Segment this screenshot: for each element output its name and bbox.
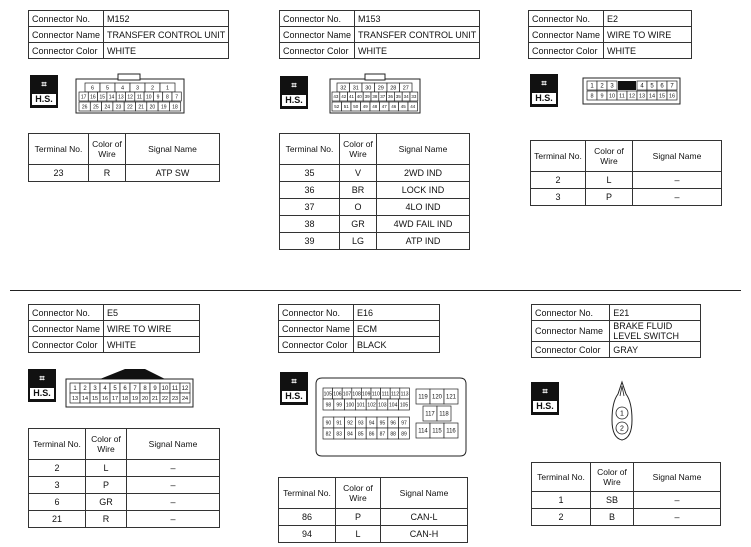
pin-number: 3 — [93, 386, 97, 393]
pin-number: 14 — [81, 395, 89, 402]
connector-color: WHITE — [104, 43, 229, 59]
table-row — [29, 511, 220, 528]
pin-number: 109 — [362, 391, 371, 398]
connector-m153 — [279, 10, 480, 59]
connector-name: TRANSFER CONTROL UNIT — [104, 27, 229, 43]
connector-color: WHITE — [104, 337, 200, 353]
pin-number: 14 — [648, 93, 656, 100]
pin-number: 43 — [333, 94, 339, 100]
pin-number: 1 — [165, 85, 170, 92]
pin-number: 92 — [347, 420, 353, 427]
signal-name: – — [634, 492, 721, 509]
pin-number: 7 — [133, 386, 137, 393]
connector-color: GRAY — [610, 342, 701, 358]
terminal-no: 2 — [531, 172, 586, 189]
harness-side-icon: ⌗ H.S. — [280, 372, 308, 405]
pin-number: 83 — [336, 431, 342, 438]
pin-number: 105 — [399, 402, 409, 409]
pin-number: 19 — [131, 395, 139, 402]
terminal-no: 21 — [29, 511, 86, 528]
terminal-no: 23 — [29, 165, 89, 182]
connector-name: TRANSFER CONTROL UNIT — [355, 27, 480, 43]
terminal-no: 6 — [29, 494, 86, 511]
pin-number: 17 — [80, 94, 87, 101]
table-row — [280, 165, 470, 182]
connector-e2 — [528, 10, 692, 59]
pin-number: 2 — [150, 85, 155, 92]
connector-diagram-m152 — [75, 73, 187, 115]
pin-number: 84 — [347, 431, 353, 438]
pin-number: 24 — [181, 395, 189, 402]
terminal-no: 3 — [29, 477, 86, 494]
label-connector-color: Connector Color — [532, 342, 610, 358]
pin-number: 98 — [325, 402, 332, 409]
wire-color: L — [86, 460, 127, 477]
header-signal-name: Signal Name — [126, 134, 220, 165]
pin-number: 30 — [365, 85, 372, 92]
pin-number: 52 — [334, 104, 340, 110]
connector-info-table — [531, 304, 701, 358]
pin-number: 8 — [143, 386, 147, 393]
label-connector-color: Connector Color — [280, 43, 355, 59]
pin-number: 46 — [391, 104, 397, 110]
pin-number: 25 — [93, 104, 99, 111]
pin-number: 82 — [325, 431, 332, 438]
pin-number: 34 — [403, 94, 409, 100]
section-divider — [10, 290, 741, 291]
pin-number: 38 — [372, 94, 378, 100]
pin-number: 2 — [620, 425, 624, 433]
pin-number: 39 — [364, 94, 370, 100]
connector-color: BLACK — [354, 337, 440, 353]
connector-info-table — [278, 304, 440, 353]
pin-number: 1 — [73, 386, 77, 393]
signal-name: ATP IND — [377, 233, 470, 250]
label-connector-name: Connector Name — [532, 321, 610, 342]
signal-name: – — [634, 509, 721, 526]
pin-number: 17 — [111, 395, 119, 402]
pin-number: 11 — [136, 94, 143, 101]
pin-number: 37 — [380, 94, 386, 100]
connector-diagram-e2 — [582, 77, 682, 105]
connector-no: M153 — [355, 11, 480, 27]
pin-number: 10 — [608, 93, 616, 100]
label-connector-no: Connector No. — [29, 305, 104, 321]
signal-name: – — [633, 172, 722, 189]
header-terminal-no: Terminal No. — [29, 429, 86, 460]
table-row — [29, 165, 220, 182]
connector-lock-tab — [100, 369, 165, 379]
pin-number: 103 — [378, 402, 387, 409]
pin-number: 87 — [379, 431, 386, 438]
pin-number: 5 — [650, 83, 654, 90]
pin-number: 7 — [175, 94, 179, 101]
pin-number: 13 — [638, 93, 646, 100]
wire-color: R — [86, 511, 127, 528]
label-connector-name: Connector Name — [280, 27, 355, 43]
table-row — [279, 509, 468, 526]
connector-lock-tab — [118, 74, 140, 80]
pin-number: 114 — [418, 428, 428, 435]
pin-number: 99 — [336, 402, 342, 409]
terminal-no: 36 — [280, 182, 340, 199]
header-wire-color: Color of Wire — [591, 463, 634, 492]
pin-number: 7 — [670, 83, 674, 90]
pin-number: 4 — [103, 386, 107, 393]
wire-color: GR — [340, 216, 377, 233]
pin-number: 6 — [660, 83, 664, 90]
pin-number: 2 — [600, 83, 604, 90]
signal-name: CAN-L — [381, 509, 468, 526]
signal-name: 4WD FAIL IND — [377, 216, 470, 233]
pin-number: 16 — [101, 395, 109, 402]
connector-info-table — [279, 10, 480, 59]
connector-diagram-m153 — [329, 73, 423, 115]
terminal-table-e5 — [28, 428, 220, 528]
pin-number: 50 — [353, 104, 359, 110]
terminal-no: 94 — [279, 526, 336, 543]
wire-color: O — [340, 199, 377, 216]
pin-number: 113 — [400, 391, 409, 398]
signal-name: ATP SW — [126, 165, 220, 182]
pin-number: 13 — [71, 395, 79, 402]
harness-side-icon: ⌗ H.S. — [531, 382, 559, 415]
header-terminal-no: Terminal No. — [29, 134, 89, 165]
wire-color: B — [591, 509, 634, 526]
wire-color: V — [340, 165, 377, 182]
pin-number: 88 — [390, 431, 396, 438]
table-row — [531, 189, 722, 206]
header-signal-name: Signal Name — [634, 463, 721, 492]
pin-number: 44 — [410, 104, 416, 110]
terminal-table-m152 — [28, 133, 220, 182]
pin-number: 89 — [401, 431, 407, 438]
pin-number: 107 — [342, 391, 352, 398]
connector-color: WHITE — [604, 43, 692, 59]
label-connector-color: Connector Color — [29, 43, 104, 59]
connector-info-table — [28, 304, 200, 353]
pin-number: 15 — [91, 395, 99, 402]
pin-number: 6 — [123, 386, 127, 393]
harness-side-icon: ⌗ H.S. — [530, 74, 558, 107]
header-terminal-no: Terminal No. — [279, 478, 336, 509]
table-row — [29, 494, 220, 511]
pin-number: 28 — [390, 85, 397, 92]
pin-number: 12 — [181, 386, 189, 393]
pin-number: 22 — [161, 395, 169, 402]
terminal-table-e16 — [278, 477, 468, 543]
table-row — [532, 509, 721, 526]
pin-number: 36 — [387, 94, 394, 100]
wire-color: P — [586, 189, 633, 206]
label-connector-color: Connector Color — [529, 43, 604, 59]
pin-number: 26 — [81, 104, 88, 111]
connector-name: ECM — [354, 321, 440, 337]
wire-color: GR — [86, 494, 127, 511]
pin-number: 104 — [389, 402, 398, 409]
pin-number: 49 — [362, 104, 368, 110]
header-signal-name: Signal Name — [633, 141, 722, 172]
table-row — [532, 492, 721, 509]
pin-number: 8 — [165, 94, 169, 101]
pin-number: 4 — [640, 83, 644, 90]
pin-number: 1 — [590, 83, 594, 90]
pin-number: 115 — [432, 428, 442, 435]
pin-number: 2 — [83, 386, 87, 393]
wire-color: P — [336, 509, 381, 526]
terminal-no: 39 — [280, 233, 340, 250]
pin-number: 27 — [402, 85, 409, 92]
connector-key — [618, 81, 636, 90]
pin-number: 93 — [358, 420, 364, 427]
pin-number: 111 — [381, 391, 390, 398]
pin-number: 33 — [411, 94, 417, 100]
pin-number: 3 — [135, 85, 140, 92]
pin-number: 118 — [439, 411, 449, 418]
connector-no: E5 — [104, 305, 200, 321]
table-row — [279, 526, 468, 543]
pin-number: 3 — [610, 83, 614, 90]
connector-info-table — [28, 10, 229, 59]
connector-m152 — [28, 10, 229, 59]
pin-number: 23 — [115, 104, 122, 111]
terminal-no: 1 — [532, 492, 591, 509]
terminal-no: 35 — [280, 165, 340, 182]
pin-number: 16 — [90, 94, 96, 101]
pin-number: 24 — [104, 104, 111, 111]
pin-number: 15 — [658, 93, 666, 100]
header-signal-name: Signal Name — [377, 134, 470, 165]
pin-number: 20 — [149, 104, 156, 111]
connector-no: E21 — [610, 305, 701, 321]
pin-number: 119 — [418, 394, 428, 401]
pin-number: 4 — [120, 85, 125, 92]
wire-color: LG — [340, 233, 377, 250]
pin-number: 23 — [171, 395, 179, 402]
pin-number: 105 — [323, 391, 332, 398]
table-row — [29, 477, 220, 494]
harness-side-icon: ⌗ H.S. — [28, 369, 56, 402]
pin-number: 22 — [127, 104, 133, 111]
pin-number: 8 — [590, 93, 594, 100]
wire-color: L — [336, 526, 381, 543]
label-connector-no: Connector No. — [280, 11, 355, 27]
terminal-no: 2 — [29, 460, 86, 477]
pin-number: 1 — [620, 410, 624, 418]
header-terminal-no: Terminal No. — [280, 134, 340, 165]
table-row — [280, 216, 470, 233]
connector-name: WIRE TO WIRE — [604, 27, 692, 43]
pin-number: 116 — [446, 428, 456, 435]
connector-info-table — [528, 10, 692, 59]
pin-number: 102 — [367, 402, 376, 409]
header-signal-name: Signal Name — [381, 478, 468, 509]
pin-number: 110 — [371, 391, 380, 398]
signal-name: 4LO IND — [377, 199, 470, 216]
signal-name: – — [127, 494, 220, 511]
connector-e21 — [531, 304, 701, 358]
pin-number: 95 — [379, 420, 386, 427]
pin-number: 9 — [153, 386, 157, 393]
connector-e16 — [278, 304, 440, 353]
pin-number: 18 — [121, 395, 129, 402]
connector-diagram-e21 — [607, 380, 637, 444]
pin-number: 11 — [171, 386, 179, 393]
wire-color: L — [586, 172, 633, 189]
pin-number: 86 — [368, 431, 375, 438]
header-wire-color: Color of Wire — [86, 429, 127, 460]
header-terminal-no: Terminal No. — [532, 463, 591, 492]
pin-number: 90 — [325, 420, 332, 427]
pin-number: 41 — [348, 94, 355, 100]
signal-name: – — [127, 460, 220, 477]
pin-number: 106 — [333, 391, 342, 398]
wire-color: P — [86, 477, 127, 494]
pin-number: 117 — [425, 411, 435, 418]
terminal-table-e2 — [530, 140, 722, 206]
pin-number: 121 — [445, 394, 457, 401]
connector-diagram-e16 — [314, 376, 468, 458]
pin-number: 12 — [628, 93, 636, 100]
signal-name: 2WD IND — [377, 165, 470, 182]
header-wire-color: Color of Wire — [89, 134, 126, 165]
pin-number: 6 — [90, 85, 95, 92]
pin-number: 11 — [619, 93, 625, 100]
label-connector-no: Connector No. — [29, 11, 104, 27]
pin-number: 101 — [356, 402, 365, 409]
terminal-no: 38 — [280, 216, 340, 233]
terminal-no: 37 — [280, 199, 340, 216]
pin-number: 5 — [105, 85, 110, 92]
header-signal-name: Signal Name — [127, 429, 220, 460]
header-wire-color: Color of Wire — [586, 141, 633, 172]
label-connector-name: Connector Name — [279, 321, 354, 337]
pin-number: 9 — [156, 94, 160, 101]
terminal-no: 2 — [532, 509, 591, 526]
signal-name: – — [127, 511, 220, 528]
pin-number: 16 — [668, 93, 676, 100]
header-terminal-no: Terminal No. — [531, 141, 586, 172]
label-connector-color: Connector Color — [279, 337, 354, 353]
header-wire-color: Color of Wire — [340, 134, 377, 165]
pin-number: 14 — [108, 94, 115, 101]
label-connector-no: Connector No. — [529, 11, 604, 27]
wire-color: BR — [340, 182, 377, 199]
table-row — [280, 199, 470, 216]
harness-side-icon: ⌗ H.S. — [30, 75, 58, 108]
pin-number: 97 — [401, 420, 407, 427]
pin-number: 29 — [377, 85, 384, 92]
pin-number: 31 — [352, 85, 359, 92]
pin-number: 100 — [345, 402, 355, 409]
connector-diagram-e5 — [65, 365, 195, 409]
wire-color: SB — [591, 492, 634, 509]
pin-number: 35 — [395, 94, 401, 100]
table-row — [29, 460, 220, 477]
pin-number: 20 — [141, 395, 149, 402]
pin-number: 42 — [341, 94, 347, 100]
pin-number: 120 — [431, 394, 443, 401]
connector-color: WHITE — [355, 43, 480, 59]
terminal-no: 3 — [531, 189, 586, 206]
signal-name: LOCK IND — [377, 182, 470, 199]
pin-number: 32 — [340, 85, 347, 92]
terminal-table-e21 — [531, 462, 721, 526]
connector-name: BRAKE FLUID LEVEL SWITCH — [610, 321, 701, 342]
connector-no: M152 — [104, 11, 229, 27]
table-row — [531, 172, 722, 189]
pin-number: 10 — [161, 386, 169, 393]
pin-number: 85 — [358, 431, 364, 438]
pin-number: 21 — [138, 104, 144, 111]
pin-number: 91 — [336, 420, 342, 427]
label-connector-name: Connector Name — [529, 27, 604, 43]
label-connector-no: Connector No. — [532, 305, 610, 321]
pin-number: 40 — [356, 94, 362, 100]
pin-number: 47 — [381, 104, 387, 110]
pin-number: 5 — [113, 386, 117, 393]
signal-name: – — [127, 477, 220, 494]
pin-number: 96 — [390, 420, 396, 427]
header-wire-color: Color of Wire — [336, 478, 381, 509]
pin-number: 48 — [372, 104, 378, 110]
pin-number: 51 — [343, 104, 349, 110]
label-connector-no: Connector No. — [279, 305, 354, 321]
wire-color: R — [89, 165, 126, 182]
pin-number: 21 — [151, 395, 159, 402]
pin-number: 112 — [391, 391, 399, 398]
label-connector-color: Connector Color — [29, 337, 104, 353]
pin-number: 18 — [172, 104, 178, 111]
signal-name: – — [633, 189, 722, 206]
label-connector-name: Connector Name — [29, 27, 104, 43]
connector-name: WIRE TO WIRE — [104, 321, 200, 337]
terminal-no: 86 — [279, 509, 336, 526]
pin-number: 12 — [127, 94, 133, 101]
table-row — [280, 182, 470, 199]
pin-number: 19 — [160, 104, 167, 111]
pin-number: 10 — [145, 94, 152, 101]
pin-number: 13 — [118, 94, 124, 101]
pin-number: 108 — [352, 391, 361, 398]
pin-number: 15 — [99, 94, 106, 101]
harness-side-icon: ⌗ H.S. — [280, 76, 308, 109]
pin-number: 45 — [400, 104, 406, 110]
pin-number: 9 — [600, 93, 604, 100]
label-connector-name: Connector Name — [29, 321, 104, 337]
connector-e5 — [28, 304, 200, 353]
table-row — [280, 233, 470, 250]
terminal-table-m153 — [279, 133, 470, 250]
connector-no: E2 — [604, 11, 692, 27]
signal-name: CAN-H — [381, 526, 468, 543]
pin-number: 94 — [368, 420, 375, 427]
connector-no: E16 — [354, 305, 440, 321]
connector-lock-tab — [365, 74, 385, 80]
